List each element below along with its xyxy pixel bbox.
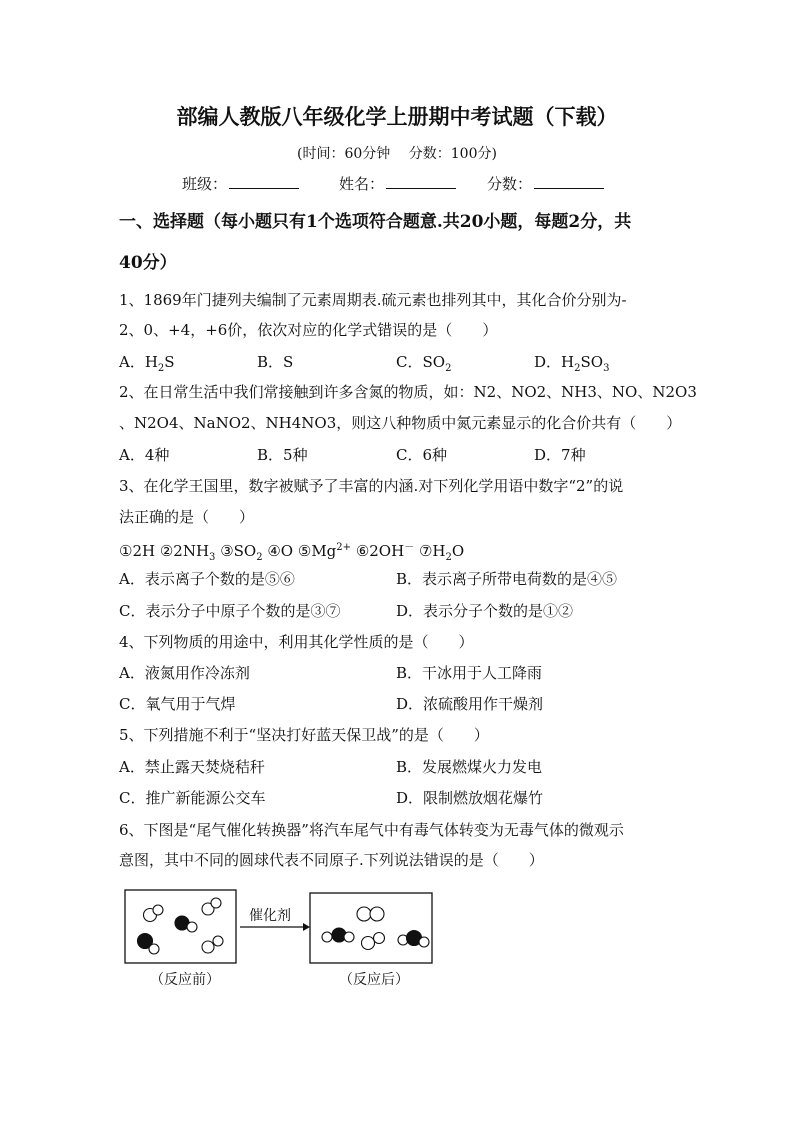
score-field (487, 174, 604, 194)
q2-option-a: A．4种 (119, 446, 170, 464)
q1-stem-line1: 1、1869年门捷列夫编制了元素周期表.硫元素也排列其中，其化合价分别为- (119, 291, 627, 309)
open-atom (357, 907, 371, 921)
q1-stem-line2: 2、0、+4，+6价，依次对应的化学式错误的是（ ） (119, 321, 498, 339)
q3-option-d: D．表示分子个数的是①② (396, 602, 574, 620)
q4-option-c: C．氧气用于气焊 (119, 695, 236, 713)
q5-option-a: A．禁止露天焚烧秸秆 (119, 758, 265, 776)
page-title: 部编人教版八年级化学上册期中考试题（下载） (176, 104, 618, 129)
q5-option-d: D．限制燃放烟花爆竹 (396, 789, 544, 807)
q1-option-c: C．$SO_2$ (396, 353, 452, 374)
before-caption: （反应前） (150, 972, 220, 988)
class-field (182, 174, 299, 194)
open-atom (202, 941, 214, 953)
name-blank (386, 174, 456, 189)
q5-option-c: C．推广新能源公交车 (119, 789, 266, 807)
open-atom (153, 905, 163, 915)
open-atom (187, 922, 197, 932)
open-atom (344, 932, 354, 942)
q6-stem-line1: 6、下图是“尾气催化转换器”将汽车尾气中有毒气体转变为无毒气体的微观示 (119, 821, 624, 839)
open-atom (419, 937, 429, 947)
q2-option-c: C．6种 (396, 446, 448, 464)
open-atom (362, 937, 375, 950)
after-caption: （反应后） (339, 972, 409, 988)
catalytic-converter-diagram (120, 885, 440, 970)
q4-option-d: D．浓硫酸用作干燥剂 (396, 695, 544, 713)
q5-option-b: B．发展燃煤火力发电 (396, 758, 543, 776)
q1-option-b: B．S (257, 353, 294, 371)
name-label: 姓名： (339, 175, 385, 193)
q3-stem-line1: 3、在化学王国里，数字被赋予了丰富的内涵.对下列化学用语中数字“2”的说 (119, 477, 624, 495)
open-atom (149, 944, 159, 954)
q4-stem-line1: 4、下列物质的用途中，利用其化学性质的是（ ） (119, 633, 474, 651)
section-heading-line2: 40分） (119, 253, 177, 273)
section-heading-line1: 一、选择题（每小题只有1个选项符合题意.共20小题，每题2分，共 (119, 212, 632, 232)
name-field (339, 174, 456, 194)
q2-option-b: B．5种 (257, 446, 308, 464)
q3-option-a: A．表示离子个数的是⑤⑥ (119, 570, 295, 588)
q3-stem-line2: 法正确的是（ ） (119, 508, 255, 526)
after-reaction-box (310, 893, 432, 963)
q6-stem-line2: 意图，其中不同的圆球代表不同原子.下列说法错误的是（ ） (119, 851, 544, 869)
q3-option-c: C．表示分子中原子个数的是③⑦ (119, 602, 341, 620)
open-atom (211, 898, 221, 908)
q4-option-b: B．干冰用于人工降雨 (396, 664, 543, 682)
open-atom (322, 932, 332, 942)
class-blank (229, 174, 299, 189)
open-atom (374, 933, 385, 944)
q1-option-d: D．$H_2SO_3$ (534, 353, 610, 374)
open-atom (213, 936, 223, 946)
q2-option-d: D．7种 (534, 446, 586, 464)
exam-time-score: (时间：60分钟 分数：100分) (297, 146, 497, 162)
class-label: 班级： (182, 175, 228, 193)
open-atom (370, 907, 384, 921)
q5-stem-line1: 5、下列措施不利于“坚决打好蓝天保卫战”的是（ ） (119, 726, 489, 744)
score-blank (534, 174, 604, 189)
q3-option-b: B．表示离子所带电荷数的是④⑤ (396, 570, 618, 588)
q4-option-a: A．液氮用作冷冻剂 (119, 664, 250, 682)
q3-symbols: ①2H $②2NH_3$ $③SO_2$ ④O $⑤Mg^{2+}$ ⑥2OH－ $⑦H_2O$ (119, 542, 465, 563)
catalyst-label: 催化剂 (249, 908, 291, 924)
score-label: 分数： (487, 175, 533, 193)
q2-stem-line1: 2、在日常生活中我们常接触到许多含氮的物质，如：N2、NO2、NH3、NO、N2O3 (119, 383, 697, 401)
arrow-head-icon (303, 923, 310, 931)
q2-stem-line2: 、N2O4、NaNO2、NH4NO3，则这八种物质中氮元素显示的化合价共有（ ） (119, 414, 682, 432)
q1-option-a: A．$H_2S$ (119, 353, 175, 374)
